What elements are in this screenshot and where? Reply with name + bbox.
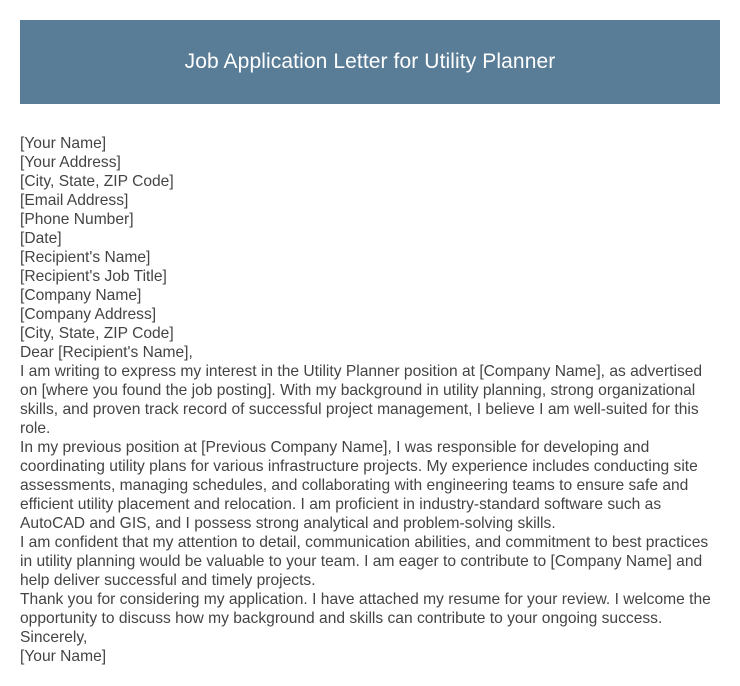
paragraph-confidence: I am confident that my attention to detail, communication abilities, and commitment to best practices in utility planning would be valuable to your team. I am eager to contribute to [Company Name] and help deliver successful and timely projects.: [20, 534, 709, 589]
recipient-company: [Company Name]: [20, 287, 142, 304]
letter-header-banner: [20, 20, 720, 104]
sender-name: [Your Name]: [20, 135, 107, 152]
signature: [Your Name]: [20, 648, 107, 665]
recipient-company-address: [Company Address]: [20, 306, 157, 323]
closing: Sincerely,: [20, 629, 88, 646]
sender-block: [20, 134, 722, 248]
page-title: Job Application Letter for Utility Planner: [184, 50, 556, 73]
recipient-block: [20, 248, 722, 343]
recipient-job-title: [Recipient's Job Title]: [20, 268, 167, 285]
paragraph-thanks: Thank you for considering my application. I have attached my resume for your review. I welcome the opportunity to discuss how my background and skills can contribute to your ongoing success.: [20, 591, 711, 627]
letter-date: [Date]: [20, 230, 62, 247]
recipient-name: [Recipient's Name]: [20, 249, 151, 266]
sender-city-state-zip: [City, State, ZIP Code]: [20, 173, 174, 190]
sender-address: [Your Address]: [20, 154, 121, 171]
salutation: Dear [Recipient's Name],: [20, 344, 193, 361]
letter-body: [20, 134, 722, 666]
paragraph-intro: I am writing to express my interest in the Utility Planner position at [Company Name], as advertised on [where you found the job posting]. With my background in utility planning, strong organizational skills, and proven track record of successful project management, I believe I am well-suited for this role.: [20, 363, 703, 437]
sender-phone: [Phone Number]: [20, 211, 134, 228]
paragraph-experience: In my previous position at [Previous Company Name], I was responsible for developing and coordinating utility plans for various infrastructure projects. My experience includes conducting site assessments, managing schedules, and collaborating with engineering teams to ensure safe and efficient utility placement and relocation. I am proficient in industry-standard software such as AutoCAD and GIS, and I possess strong analytical and problem-solving skills.: [20, 439, 698, 532]
sender-email: [Email Address]: [20, 192, 129, 209]
recipient-city-state-zip: [City, State, ZIP Code]: [20, 325, 174, 342]
